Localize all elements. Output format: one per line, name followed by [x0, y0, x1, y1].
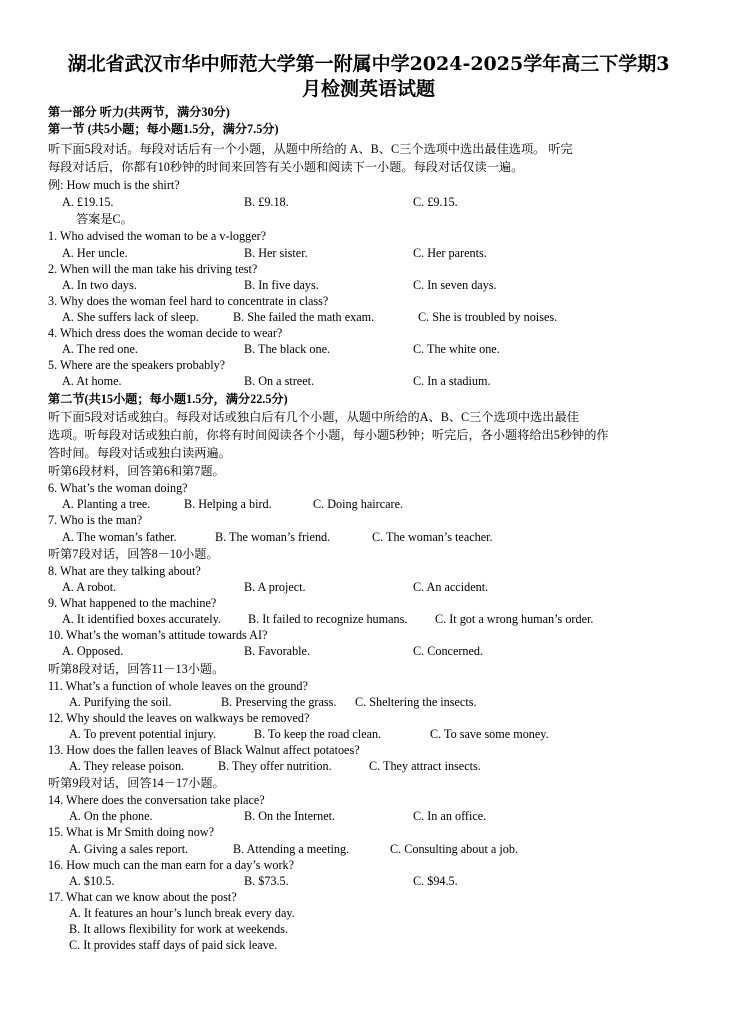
q15-option-c: C. Consulting about a job.	[390, 842, 518, 856]
q14-option-a: A. On the phone.	[69, 809, 153, 823]
material-9-heading: 听第9段对话，回答14－17小题。	[48, 776, 225, 790]
q5-option-b: B. On a street.	[244, 374, 315, 388]
q12-option-c: C. To save some money.	[430, 727, 549, 741]
example-question: 例: How much is the shirt?	[48, 178, 180, 192]
q9-option-a: A. It identified boxes accurately.	[62, 612, 221, 626]
q4-option-c: C. The white one.	[413, 342, 500, 356]
q17-option-a: A. It features an hour’s lunch break every day.	[69, 906, 295, 920]
q13-option-a: A. They release poison.	[69, 759, 185, 773]
part1-heading: 第一部分 听力(共两节，满分30分)	[48, 105, 230, 119]
material-8-heading: 听第8段对话，回答11－13小题。	[48, 662, 225, 676]
q3-option-a: A. She suffers lack of sleep.	[62, 310, 199, 324]
question-16: 16. How much can the man earn for a day’s work?	[48, 858, 295, 872]
q14-option-c: C. In an office.	[413, 809, 487, 823]
question-4: 4. Which dress does the woman decide to wear?	[48, 326, 283, 340]
material-6-heading: 听第6段材料，回答第6和第7题。	[48, 464, 225, 478]
question-11: 11. What’s a function of whole leaves on the ground?	[48, 679, 308, 693]
q1-option-b: B. Her sister.	[244, 246, 308, 260]
q17-option-b: B. It allows flexibility for work at weekends.	[69, 922, 288, 936]
q13-option-b: B. They offer nutrition.	[218, 759, 332, 773]
question-7: 7. Who is the man?	[48, 513, 143, 527]
q8-option-a: A. A robot.	[62, 580, 117, 594]
q1-option-c: C. Her parents.	[413, 246, 487, 260]
q15-option-a: A. Giving a sales report.	[69, 842, 189, 856]
question-8: 8. What are they talking about?	[48, 564, 201, 578]
q2-option-b: B. In five days.	[244, 278, 319, 292]
q3-option-b: B. She failed the math exam.	[233, 310, 375, 324]
question-1: 1. Who advised the woman to be a v-logger?	[48, 229, 267, 243]
q5-option-c: C. In a stadium.	[413, 374, 491, 388]
q11-option-a: A. Purifying the soil.	[69, 695, 172, 709]
question-9: 9. What happened to the machine?	[48, 596, 217, 610]
q7-option-c: C. The woman’s teacher.	[372, 530, 493, 544]
example-option-b: B. £9.18.	[244, 195, 289, 209]
q7-option-a: A. The woman’s father.	[62, 530, 177, 544]
q16-option-b: B. $73.5.	[244, 874, 289, 888]
question-6: 6. What’s the woman doing?	[48, 481, 188, 495]
q12-option-a: A. To prevent potential injury.	[69, 727, 217, 741]
q2-option-c: C. In seven days.	[413, 278, 497, 292]
section2-instruction-2: 选项。听每段对话或独白前，你将有时间阅读各个小题，每小题5秒钟；听完后，各小题将给出5秒钟的作	[48, 428, 609, 442]
title-line-1: 湖北省武汉市华中师范大学第一附属中学2024-2025学年高三下学期3	[67, 53, 670, 75]
q8-option-b: B. A project.	[244, 580, 306, 594]
question-2: 2. When will the man take his driving test?	[48, 262, 258, 276]
section1-heading: 第一节 (共5小题；每小题1.5分，满分7.5分)	[48, 122, 279, 136]
material-7-heading: 听第7段对话，回答8－10小题。	[48, 547, 219, 561]
example-option-a: A. £19.15.	[62, 195, 114, 209]
q9-option-b: B. It failed to recognize humans.	[248, 612, 408, 626]
q17-option-c: C. It provides staff days of paid sick leave.	[69, 938, 278, 952]
question-10: 10. What’s the woman’s attitude towards AI?	[48, 628, 268, 642]
q2-option-a: A. In two days.	[62, 278, 137, 292]
question-12: 12. Why should the leaves on walkways be removed?	[48, 711, 310, 725]
question-13: 13. How does the fallen leaves of Black Walnut affect potatoes?	[48, 743, 360, 757]
q10-option-a: A. Opposed.	[62, 644, 124, 658]
q13-option-c: C. They attract insects.	[369, 759, 481, 773]
section2-instruction-1: 听下面5段对话或独白。每段对话或独白后有几个小题，从题中所给的A、B、C三个选项中选出最佳	[48, 410, 579, 424]
q6-option-b: B. Helping a bird.	[184, 497, 272, 511]
q16-option-c: C. $94.5.	[413, 874, 458, 888]
example-option-c: C. £9.15.	[413, 195, 458, 209]
q11-option-b: B. Preserving the grass.	[221, 695, 337, 709]
q10-option-c: C. Concerned.	[413, 644, 484, 658]
q9-option-c: C. It got a wrong human’s order.	[435, 612, 594, 626]
q6-option-c: C. Doing haircare.	[313, 497, 404, 511]
q5-option-a: A. At home.	[62, 374, 122, 388]
q7-option-b: B. The woman’s friend.	[215, 530, 331, 544]
question-15: 15. What is Mr Smith doing now?	[48, 825, 214, 839]
q6-option-a: A. Planting a tree.	[62, 497, 151, 511]
q11-option-c: C. Sheltering the insects.	[355, 695, 477, 709]
section1-instruction-2: 每段对话后，你都有10秒钟的时间来回答有关小题和阅读下一小题。每段对话仅读一遍。	[48, 160, 524, 174]
q10-option-b: B. Favorable.	[244, 644, 311, 658]
q3-option-c: C. She is troubled by noises.	[418, 310, 558, 324]
example-answer: 答案是C。	[76, 212, 133, 226]
question-3: 3. Why does the woman feel hard to concentrate in class?	[48, 294, 329, 308]
question-5: 5. Where are the speakers probably?	[48, 358, 226, 372]
q1-option-a: A. Her uncle.	[62, 246, 128, 260]
q15-option-b: B. Attending a meeting.	[233, 842, 350, 856]
section2-instruction-3: 答时间。每段对话或独白读两遍。	[48, 446, 231, 460]
question-14: 14. Where does the conversation take place?	[48, 793, 265, 807]
section2-heading: 第二节(共15小题；每小题1.5分，满分22.5分)	[48, 392, 288, 406]
q8-option-c: C. An accident.	[413, 580, 489, 594]
q14-option-b: B. On the Internet.	[244, 809, 336, 823]
q4-option-b: B. The black one.	[244, 342, 331, 356]
q16-option-a: A. $10.5.	[69, 874, 115, 888]
exam-title	[40, 52, 697, 102]
question-17: 17. What can we know about the post?	[48, 890, 237, 904]
q4-option-a: A. The red one.	[62, 342, 138, 356]
section1-instruction-1: 听下面5段对话。每段对话后有一个小题，从题中所给的 A、B、C三个选项中选出最佳选项。 听完	[48, 142, 573, 156]
title-line-2: 月检测英语试题	[301, 78, 435, 100]
q12-option-b: B. To keep the road clean.	[254, 727, 382, 741]
